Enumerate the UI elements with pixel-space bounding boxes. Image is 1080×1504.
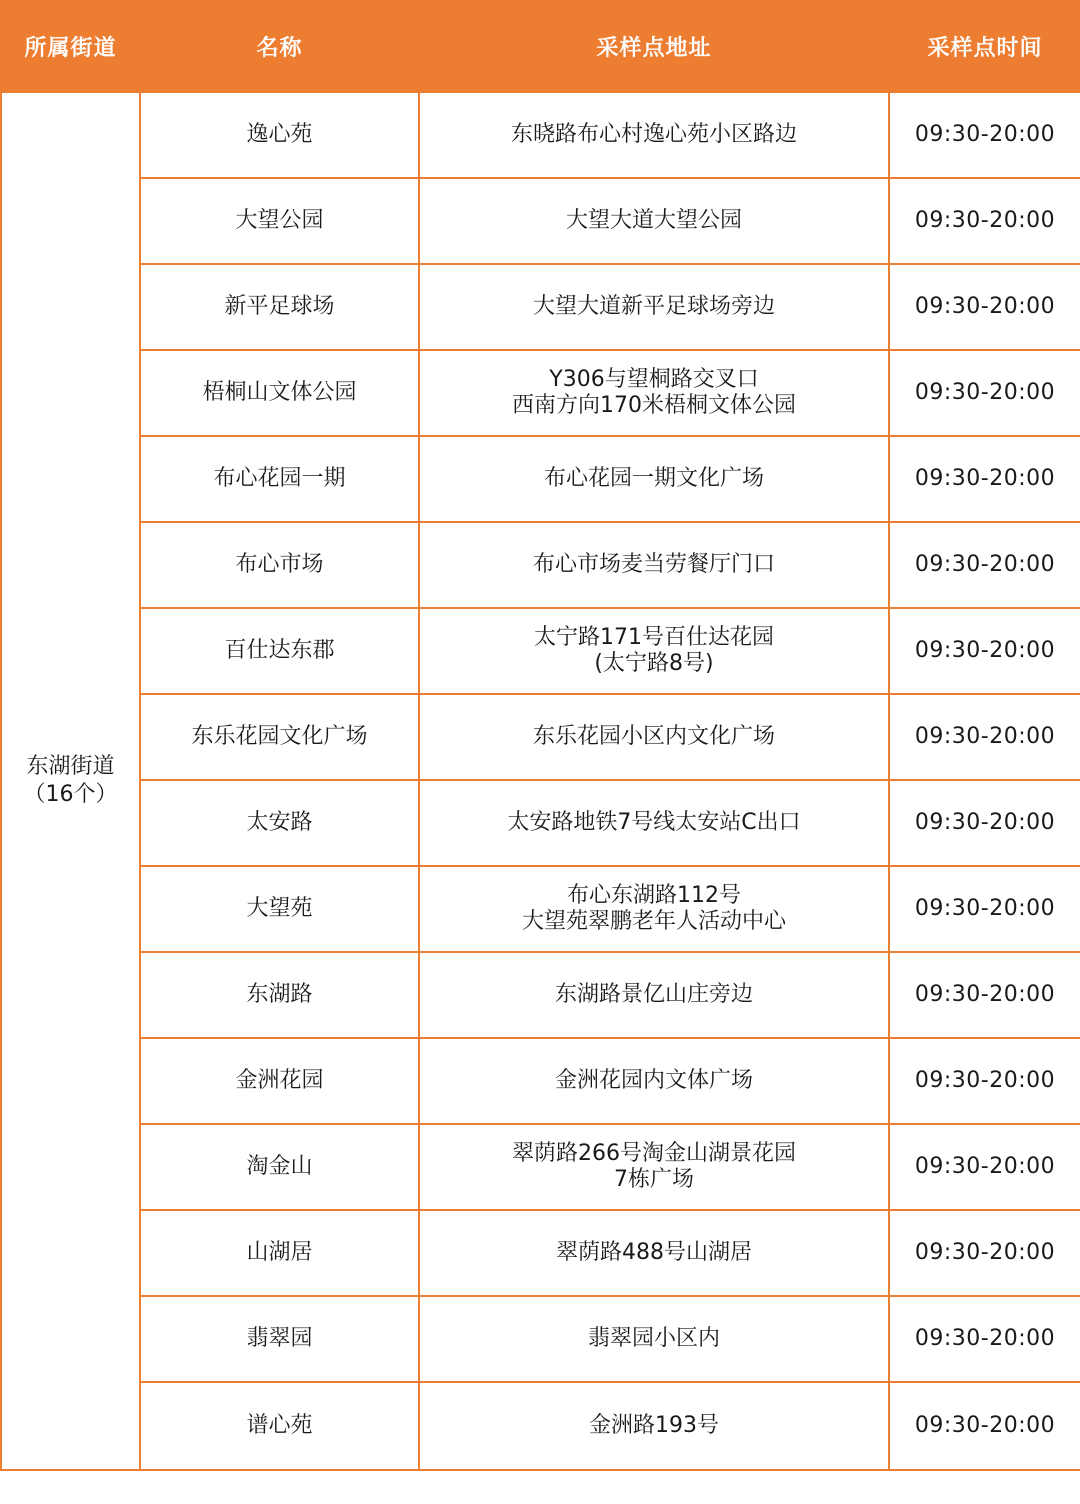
site-address-cell — [419, 1382, 889, 1470]
site-name-cell: 翡翠园 — [140, 1296, 419, 1382]
site-address-line: 翠荫路488号山湖居 — [556, 1240, 752, 1265]
site-address-cell — [419, 436, 889, 522]
site-address-line: 东乐花园小区内文化广场 — [532, 724, 775, 749]
site-name-cell: 大望苑 — [140, 866, 419, 952]
table-row — [1, 436, 1080, 522]
table-row — [1, 522, 1080, 608]
site-address-cell — [419, 1124, 889, 1210]
site-address-line: 金洲花园内文体广场 — [554, 1068, 753, 1093]
site-name-cell: 山湖居 — [140, 1210, 419, 1296]
site-address-cell — [419, 264, 889, 350]
site-address-cell — [419, 1296, 889, 1382]
site-name-cell: 金洲花园 — [140, 1038, 419, 1124]
header-street: 所属街道 — [1, 1, 140, 92]
header-row — [1, 1, 1080, 92]
site-name-cell: 布心花园一期 — [140, 436, 419, 522]
site-address-cell — [419, 1210, 889, 1296]
site-time-cell: 09:30-20:00 — [889, 694, 1080, 780]
site-address-line: 东湖路景亿山庄旁边 — [554, 982, 753, 1007]
table-row — [1, 264, 1080, 350]
site-time-cell: 09:30-20:00 — [889, 1038, 1080, 1124]
site-address-line: (太宁路8号) — [594, 651, 714, 676]
site-time-cell: 09:30-20:00 — [889, 866, 1080, 952]
site-address-cell — [419, 952, 889, 1038]
site-time-cell: 09:30-20:00 — [889, 436, 1080, 522]
street-cell — [1, 92, 140, 1470]
header-address: 采样点地址 — [419, 1, 889, 92]
site-address-line: 布心花园一期文化广场 — [543, 466, 764, 491]
site-time-cell: 09:30-20:00 — [889, 522, 1080, 608]
site-address-cell — [419, 350, 889, 436]
table-row — [1, 92, 1080, 178]
site-address-line: 翠荫路266号淘金山湖景花园 — [512, 1141, 796, 1166]
table-row — [1, 694, 1080, 780]
table-row — [1, 1382, 1080, 1470]
site-name-cell: 布心市场 — [140, 522, 419, 608]
site-time-cell: 09:30-20:00 — [889, 780, 1080, 866]
site-name-cell: 淘金山 — [140, 1124, 419, 1210]
site-address-cell — [419, 1038, 889, 1124]
site-address-line: 大望苑翠鹏老年人活动中心 — [521, 909, 786, 934]
site-time-cell: 09:30-20:00 — [889, 952, 1080, 1038]
site-time-cell: 09:30-20:00 — [889, 1124, 1080, 1210]
site-address-line: 东晓路布心村逸心苑小区路边 — [510, 122, 797, 147]
site-address-cell — [419, 522, 889, 608]
site-address-line: 大望大道大望公园 — [565, 208, 742, 233]
site-name-cell: 东乐花园文化广场 — [140, 694, 419, 780]
site-time-cell: 09:30-20:00 — [889, 92, 1080, 178]
site-time-cell: 09:30-20:00 — [889, 1296, 1080, 1382]
header-time: 采样点时间 — [889, 1, 1080, 92]
street-name: 东湖街道 — [26, 754, 115, 779]
site-address-line: 布心市场麦当劳餐厅门口 — [532, 552, 775, 577]
site-address-line: 金洲路193号 — [589, 1413, 719, 1438]
table-row — [1, 866, 1080, 952]
site-address-line: 布心东湖路112号 — [567, 883, 741, 908]
table-row — [1, 1124, 1080, 1210]
site-address-line: 翡翠园小区内 — [587, 1326, 720, 1351]
site-name-cell: 大望公园 — [140, 178, 419, 264]
site-address-line: Y306与望桐路交叉口 — [549, 367, 759, 392]
table-row — [1, 1210, 1080, 1296]
table-header — [1, 1, 1080, 92]
site-address-cell — [419, 780, 889, 866]
site-address-cell — [419, 178, 889, 264]
table-row — [1, 1296, 1080, 1382]
table-row — [1, 178, 1080, 264]
table-row — [1, 608, 1080, 694]
table-row — [1, 350, 1080, 436]
header-name: 名称 — [140, 1, 419, 92]
site-address-cell — [419, 608, 889, 694]
site-time-cell: 09:30-20:00 — [889, 350, 1080, 436]
table-body — [1, 92, 1080, 1470]
street-site-count: （16个） — [23, 782, 118, 807]
table-row — [1, 952, 1080, 1038]
site-name-cell: 梧桐山文体公园 — [140, 350, 419, 436]
table-row — [1, 1038, 1080, 1124]
site-address-cell — [419, 92, 889, 178]
site-address-line: 西南方向170米梧桐文体公园 — [512, 393, 796, 418]
site-time-cell: 09:30-20:00 — [889, 1382, 1080, 1470]
site-name-cell: 新平足球场 — [140, 264, 419, 350]
site-address-line: 太宁路171号百仕达花园 — [534, 625, 774, 650]
site-name-cell: 谱心苑 — [140, 1382, 419, 1470]
site-address-line: 大望大道新平足球场旁边 — [532, 294, 775, 319]
site-name-cell: 百仕达东郡 — [140, 608, 419, 694]
site-time-cell: 09:30-20:00 — [889, 608, 1080, 694]
site-name-cell: 太安路 — [140, 780, 419, 866]
site-name-cell: 逸心苑 — [140, 92, 419, 178]
site-address-line: 7栋广场 — [614, 1167, 694, 1192]
site-time-cell: 09:30-20:00 — [889, 178, 1080, 264]
site-address-line: 太安路地铁7号线太安站C出口 — [507, 810, 801, 835]
site-address-cell — [419, 866, 889, 952]
site-name-cell: 东湖路 — [140, 952, 419, 1038]
site-address-cell — [419, 694, 889, 780]
site-time-cell: 09:30-20:00 — [889, 1210, 1080, 1296]
site-time-cell: 09:30-20:00 — [889, 264, 1080, 350]
table-row — [1, 780, 1080, 866]
